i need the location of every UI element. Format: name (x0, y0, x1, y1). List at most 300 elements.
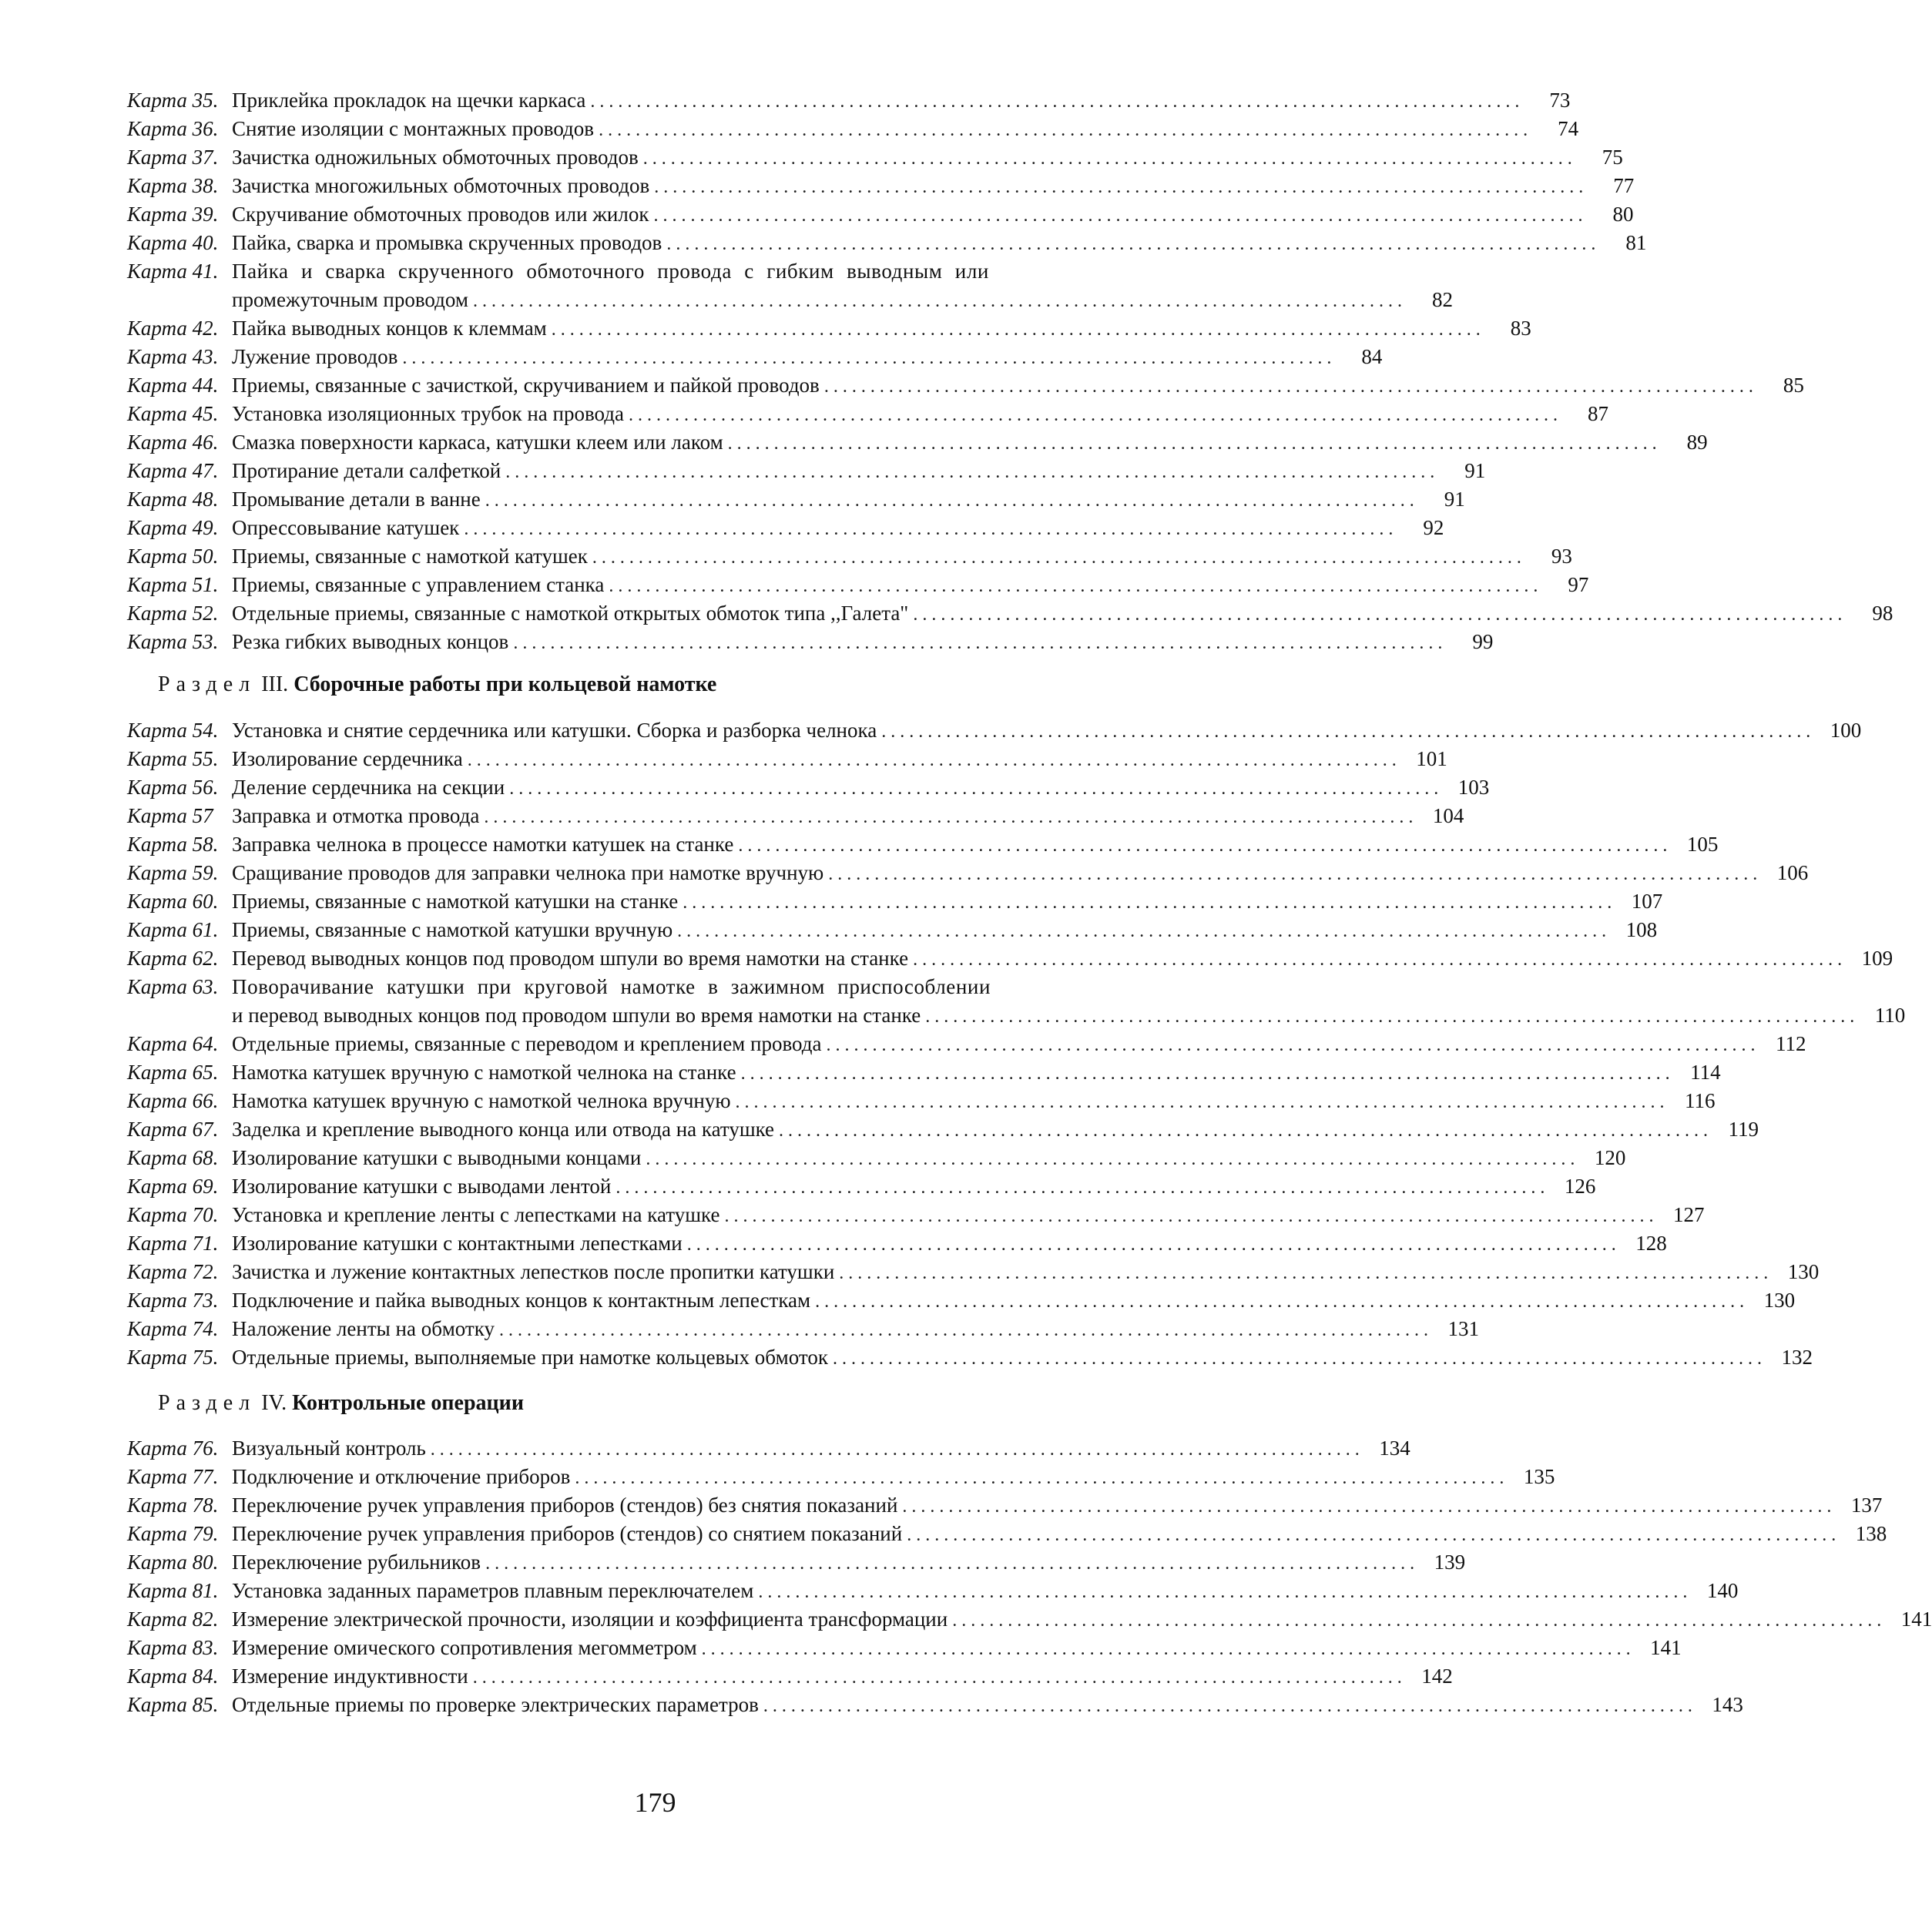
leader-dots (473, 1662, 1402, 1692)
card-number: 71. (192, 1232, 219, 1255)
entry-page-number: 77 (1613, 174, 1635, 197)
card-word: Карта (127, 1032, 187, 1055)
card-word: Карта (127, 833, 187, 856)
card-word: Карта (127, 117, 187, 140)
card-word: Карта (127, 89, 187, 112)
entry-title: Заправка и отмотка провода (232, 804, 480, 827)
entry-title: Приклейка прокладок на щечки каркаса (232, 89, 586, 112)
entry-title: Изолирование сердечника (232, 747, 463, 770)
leader-dots (590, 86, 1519, 116)
entry-page-number: 89 (1686, 431, 1708, 454)
leader-dots (683, 887, 1612, 917)
card-number: 53. (192, 630, 219, 653)
entry-title-continued: промежуточным проводом (232, 288, 468, 311)
toc-entry (127, 143, 1623, 172)
card-label (127, 1577, 232, 1605)
entry-title: Приемы, связанные с намоткой катушки на станке (232, 890, 679, 913)
leader-dots (513, 628, 1442, 658)
leader-dots (779, 1115, 1708, 1145)
entry-page-number: 109 (1861, 947, 1893, 970)
card-word: Карта (127, 1203, 187, 1226)
card-number: 38. (192, 174, 219, 197)
toc-entry (127, 229, 1647, 257)
toc-entry (127, 1030, 1806, 1058)
section-title: Контрольные операции (292, 1391, 524, 1415)
entry-page-number: 91 (1444, 488, 1465, 511)
leader-dots (736, 1087, 1665, 1117)
card-word: Карта (127, 776, 187, 799)
card-label (127, 1491, 232, 1520)
card-label (127, 1634, 232, 1662)
toc-entry (127, 1605, 1932, 1634)
card-word: Карта (127, 861, 187, 884)
entry-page-number: 92 (1423, 516, 1444, 539)
entry-page-number: 103 (1457, 776, 1490, 799)
entry-title: Изолирование катушки с выводными концами (232, 1146, 642, 1169)
leader-dots (687, 1229, 1616, 1259)
toc-entry (127, 773, 1490, 802)
toc-entry (127, 802, 1464, 830)
card-word: Карта (127, 345, 187, 368)
card-label (127, 859, 232, 887)
card-word: Карта (127, 545, 187, 568)
card-label (127, 200, 232, 229)
entry-page-number: 135 (1523, 1465, 1555, 1488)
card-word: Карта (127, 1317, 187, 1340)
card-label (127, 830, 232, 859)
entry-page-number: 106 (1776, 861, 1809, 884)
leader-dots (815, 1286, 1744, 1316)
leader-dots (485, 1548, 1414, 1578)
section-number: IV. (261, 1391, 287, 1415)
toc-entry (127, 428, 1708, 457)
leader-dots (758, 1577, 1687, 1607)
leader-dots (839, 1258, 1768, 1288)
leader-dots (902, 1491, 1831, 1521)
entry-title: Снятие изоляции с монтажных проводов (232, 117, 595, 140)
entry-page-number: 139 (1434, 1551, 1466, 1574)
entry-title: Зачистка одножильных обмоточных проводов (232, 146, 639, 169)
card-word: Карта (127, 431, 187, 454)
card-word: Карта (127, 374, 187, 397)
toc-entry (127, 1634, 1682, 1662)
toc-entry (127, 859, 1809, 887)
toc-entry (127, 1087, 1716, 1115)
toc-entry (127, 1520, 1887, 1548)
card-number: 44. (192, 374, 219, 397)
toc-entry (127, 1491, 1883, 1520)
toc-entry (127, 1172, 1596, 1201)
card-number: 47. (192, 459, 219, 482)
card-word: Карта (127, 317, 187, 340)
toc-entry (127, 1577, 1739, 1605)
card-number: 85. (192, 1693, 219, 1716)
entry-page-number: 142 (1421, 1665, 1453, 1688)
card-label (127, 1548, 232, 1577)
section-number: III. (261, 672, 289, 696)
card-word: Карта (127, 1260, 187, 1283)
entry-page-number: 83 (1510, 317, 1531, 340)
leader-dots (615, 1172, 1545, 1202)
toc-entry (127, 1144, 1626, 1172)
section-word: Раздел (158, 1391, 257, 1415)
card-word: Карта (127, 1118, 187, 1141)
card-number: 40. (192, 231, 219, 254)
toc-entry (127, 371, 1804, 400)
toc-entry (127, 973, 1906, 1030)
card-number: 54. (192, 719, 219, 742)
card-label (127, 257, 232, 286)
card-number: 63. (192, 975, 219, 998)
toc-entry (127, 1434, 1410, 1463)
card-number: 80. (192, 1551, 219, 1574)
card-word: Карта (127, 1437, 187, 1460)
card-word: Карта (127, 488, 187, 511)
entry-page-number: 85 (1783, 374, 1804, 397)
card-word: Карта (127, 1175, 187, 1198)
entry-title: Промывание детали в ванне (232, 488, 481, 511)
card-label (127, 1030, 232, 1058)
card-word: Карта (127, 174, 187, 197)
card-word: Карта (127, 630, 187, 653)
card-label (127, 314, 232, 343)
card-word: Карта (127, 459, 187, 482)
card-word: Карта (127, 231, 187, 254)
card-label (127, 599, 232, 628)
card-number: 55. (192, 747, 219, 770)
card-word: Карта (127, 890, 187, 913)
entry-title: Отдельные приемы, выполняемые при намотке кольцевых обмоток (232, 1346, 828, 1369)
card-label (127, 1520, 232, 1548)
card-label (127, 887, 232, 916)
entry-title: Опрессовывание катушек (232, 516, 460, 539)
entry-page-number: 82 (1431, 288, 1453, 311)
section-title: Сборочные работы при кольцевой намотке (293, 672, 717, 696)
toc-entry (127, 485, 1465, 514)
entry-title: Намотка катушек вручную с намоткой челнока вручную (232, 1089, 731, 1112)
entry-title: Пайка и сварка скрученного обмоточного провода с гибким выводным или (232, 260, 989, 283)
card-label (127, 457, 232, 485)
leader-dots (654, 172, 1583, 202)
entry-page-number: 120 (1594, 1146, 1626, 1169)
entry-page-number: 80 (1612, 203, 1634, 226)
card-number: 69. (192, 1175, 219, 1198)
toc-entry (127, 457, 1486, 485)
toc-entry (127, 343, 1383, 371)
toc-entry (127, 86, 1571, 115)
card-number: 66. (192, 1089, 219, 1112)
toc-entry (127, 1058, 1721, 1087)
toc-entry (127, 1315, 1479, 1343)
entry-page-number: 97 (1568, 573, 1589, 596)
leader-dots (643, 143, 1572, 173)
leader-dots (826, 1030, 1755, 1060)
card-label (127, 1691, 232, 1719)
card-word: Карта (127, 203, 187, 226)
card-label (127, 172, 232, 200)
entry-page-number: 110 (1874, 1004, 1906, 1027)
toc-entry (127, 944, 1893, 973)
leader-dots (677, 916, 1606, 946)
card-label (127, 1229, 232, 1258)
card-label (127, 1087, 232, 1115)
card-word: Карта (127, 1522, 187, 1545)
toc-entry (127, 571, 1589, 599)
entry-page-number: 104 (1432, 804, 1464, 827)
toc-entry (127, 542, 1572, 571)
entry-page-number: 114 (1690, 1061, 1721, 1084)
leader-dots (833, 1343, 1762, 1373)
leader-dots (509, 773, 1438, 803)
card-word: Карта (127, 918, 187, 941)
entry-title: Наложение ленты на обмотку (232, 1317, 495, 1340)
entry-page-number: 130 (1787, 1260, 1820, 1283)
toc-entry (127, 1343, 1813, 1372)
card-label (127, 916, 232, 944)
entry-page-number: 140 (1706, 1579, 1739, 1602)
toc-entry (127, 314, 1531, 343)
entry-page-number: 84 (1361, 345, 1383, 368)
card-number: 43. (192, 345, 219, 368)
card-word: Карта (127, 1465, 187, 1488)
entry-title: Приемы, связанные с управлением станка (232, 573, 605, 596)
card-label (127, 485, 232, 514)
toc-entry (127, 1258, 1820, 1286)
card-word: Карта (127, 1089, 187, 1112)
entry-page-number: 81 (1625, 231, 1647, 254)
card-number: 76. (192, 1437, 219, 1460)
toc-entry (127, 400, 1608, 428)
card-number: 77. (192, 1465, 219, 1488)
entry-title: Визуальный контроль (232, 1437, 426, 1460)
leader-dots (402, 343, 1331, 373)
leader-dots (431, 1434, 1360, 1464)
entry-page-number: 99 (1472, 630, 1494, 653)
leader-dots (592, 542, 1521, 572)
card-word: Карта (127, 1061, 187, 1084)
entry-page-number: 98 (1872, 602, 1893, 625)
entry-title-continued: и перевод выводных концов под проводом шпули во время намотки на станке (232, 1004, 921, 1027)
card-word: Карта (127, 1693, 187, 1716)
card-number: 41. (192, 260, 219, 283)
card-word: Карта (127, 747, 187, 770)
leader-dots (599, 115, 1528, 145)
entry-page-number: 128 (1635, 1232, 1667, 1255)
card-word: Карта (127, 1232, 187, 1255)
card-number: 60. (192, 890, 219, 913)
page-number: 179 (634, 1787, 676, 1818)
entry-title: Скручивание обмоточных проводов или жилок (232, 203, 649, 226)
entry-title: Резка гибких выводных концов (232, 630, 509, 653)
card-label (127, 86, 232, 115)
entry-title: Подключение и пайка выводных концов к контактным лепесткам (232, 1289, 811, 1312)
card-number: 52. (192, 602, 219, 625)
entry-title: Отдельные приемы по проверке электрических параметров (232, 1693, 759, 1716)
entry-page-number: 105 (1686, 833, 1719, 856)
leader-dots (468, 745, 1397, 775)
entry-page-number: 119 (1728, 1118, 1759, 1141)
toc-entry (127, 916, 1658, 944)
toc-entry (127, 1691, 1743, 1719)
card-number: 64. (192, 1032, 219, 1055)
card-word: Карта (127, 975, 187, 998)
card-label (127, 400, 232, 428)
leader-dots (499, 1315, 1428, 1345)
card-number: 75. (192, 1346, 219, 1369)
card-label (127, 1315, 232, 1343)
card-label (127, 229, 232, 257)
card-number: 48. (192, 488, 219, 511)
card-label (127, 1172, 232, 1201)
entry-title: Переключение ручек управления приборов (стендов) без снятия показаний (232, 1494, 898, 1517)
section-heading-3 (158, 670, 716, 699)
card-label (127, 1258, 232, 1286)
entry-title: Установка заданных параметров плавным переключателем (232, 1579, 754, 1602)
entry-title: Установка изоляционных трубок на провода (232, 402, 624, 425)
card-number: 35. (192, 89, 219, 112)
entry-title: Деление сердечника на секции (232, 776, 505, 799)
toc-entry (127, 172, 1635, 200)
card-label (127, 542, 232, 571)
card-number: 46. (192, 431, 219, 454)
card-word: Карта (127, 1636, 187, 1659)
entry-title: Сращивание проводов для заправки челнока при намотке вручную (232, 861, 824, 884)
card-number: 65. (192, 1061, 219, 1084)
toc-entry (127, 830, 1719, 859)
entry-title: Смазка поверхности каркаса, катушки клеем или лаком (232, 431, 723, 454)
card-label (127, 115, 232, 143)
card-word: Карта (127, 260, 187, 283)
entry-title: Отдельные приемы, связанные с намоткой открытых обмоток типа ,,Галета" (232, 602, 909, 625)
leader-dots (913, 599, 1842, 629)
leader-dots (646, 1144, 1575, 1174)
entry-title: Приемы, связанные с зачисткой, скручиванием и пайкой проводов (232, 374, 820, 397)
leader-dots (828, 859, 1757, 889)
entry-title: Переключение ручек управления приборов (стендов) со снятием показаний (232, 1522, 903, 1545)
entry-title: Измерение индуктивности (232, 1665, 468, 1688)
toc-entry (127, 200, 1634, 229)
leader-dots (907, 1520, 1836, 1550)
entry-page-number: 116 (1685, 1089, 1716, 1112)
card-label (127, 1463, 232, 1491)
entry-page-number: 112 (1775, 1032, 1806, 1055)
card-number: 82. (192, 1608, 219, 1631)
card-word: Карта (127, 146, 187, 169)
card-number: 78. (192, 1494, 219, 1517)
entry-page-number: 130 (1763, 1289, 1796, 1312)
card-number: 81. (192, 1579, 219, 1602)
card-number: 62. (192, 947, 219, 970)
leader-dots (575, 1463, 1504, 1493)
card-number: 73. (192, 1289, 219, 1312)
card-number: 56. (192, 776, 219, 799)
card-number: 59. (192, 861, 219, 884)
entry-title: Протирание детали салфеткой (232, 459, 501, 482)
card-label (127, 1058, 232, 1087)
entry-title: Приемы, связанные с намоткой катушки вручную (232, 918, 673, 941)
card-number: 57 (192, 804, 213, 827)
entry-page-number: 93 (1551, 545, 1572, 568)
entry-page-number: 91 (1464, 459, 1486, 482)
entry-title: Поворачивание катушки при круговой намотке в зажимном приспособлении (232, 975, 991, 998)
card-label (127, 1343, 232, 1372)
card-number: 49. (192, 516, 219, 539)
entry-title: Лужение проводов (232, 345, 398, 368)
entry-title: Измерение электрической прочности, изоляции и коэффициента трансформации (232, 1608, 948, 1631)
entry-page-number: 131 (1447, 1317, 1479, 1340)
toc-entry (127, 745, 1447, 773)
card-word: Карта (127, 947, 187, 970)
card-label (127, 944, 232, 973)
toc-entry (127, 1286, 1796, 1315)
card-label (127, 1201, 232, 1229)
entry-page-number: 143 (1712, 1693, 1743, 1716)
card-number: 58. (192, 833, 219, 856)
leader-dots (741, 1058, 1670, 1088)
toc-entry (127, 1662, 1453, 1691)
toc-entry (127, 1463, 1555, 1491)
toc-entry (127, 514, 1444, 542)
leader-dots (724, 1201, 1653, 1231)
section-word: Раздел (158, 672, 257, 696)
card-word: Карта (127, 1579, 187, 1602)
card-word: Карта (127, 602, 187, 625)
card-label (127, 1115, 232, 1144)
leader-dots (484, 802, 1413, 832)
leader-dots (728, 428, 1657, 458)
entry-title: Зачистка и лужение контактных лепестков после пропитки катушки (232, 1260, 835, 1283)
entry-page-number: 87 (1587, 402, 1608, 425)
card-number: 61. (192, 918, 219, 941)
card-word: Карта (127, 573, 187, 596)
toc-entry (127, 1115, 1759, 1144)
entry-page-number: 126 (1564, 1175, 1596, 1198)
leader-dots (629, 400, 1558, 430)
leader-dots (505, 457, 1434, 487)
leader-dots (552, 314, 1481, 344)
toc-entry (127, 1201, 1705, 1229)
card-number: 51. (192, 573, 219, 596)
entry-page-number: 73 (1549, 89, 1571, 112)
leader-dots (913, 944, 1842, 974)
toc-entry (127, 257, 1453, 314)
entry-title: Намотка катушек вручную с намоткой челнока на станке (232, 1061, 736, 1084)
card-word: Карта (127, 1608, 187, 1631)
card-label (127, 143, 232, 172)
entry-title: Подключение и отключение приборов (232, 1465, 571, 1488)
card-number: 83. (192, 1636, 219, 1659)
entry-title: Переключение рубильников (232, 1551, 481, 1574)
entry-page-number: 108 (1625, 918, 1658, 941)
card-label (127, 514, 232, 542)
entry-page-number: 134 (1379, 1437, 1410, 1460)
entry-title: Заделка и крепление выводного конца или отвода на катушке (232, 1118, 775, 1141)
section-heading-4 (158, 1389, 524, 1417)
card-number: 37. (192, 146, 219, 169)
card-number: 74. (192, 1317, 219, 1340)
entry-title: Отдельные приемы, связанные с переводом и креплением провода (232, 1032, 822, 1055)
card-number: 45. (192, 402, 219, 425)
toc-entry (127, 115, 1579, 143)
entry-title: Перевод выводных концов под проводом шпули во время намотки на станке (232, 947, 909, 970)
entry-page-number: 127 (1672, 1203, 1705, 1226)
leader-dots (702, 1634, 1631, 1664)
card-number: 39. (192, 203, 219, 226)
card-label (127, 1434, 232, 1463)
entry-title: Приемы, связанные с намоткой катушек (232, 545, 588, 568)
card-label (127, 628, 232, 656)
leader-dots (609, 571, 1538, 601)
